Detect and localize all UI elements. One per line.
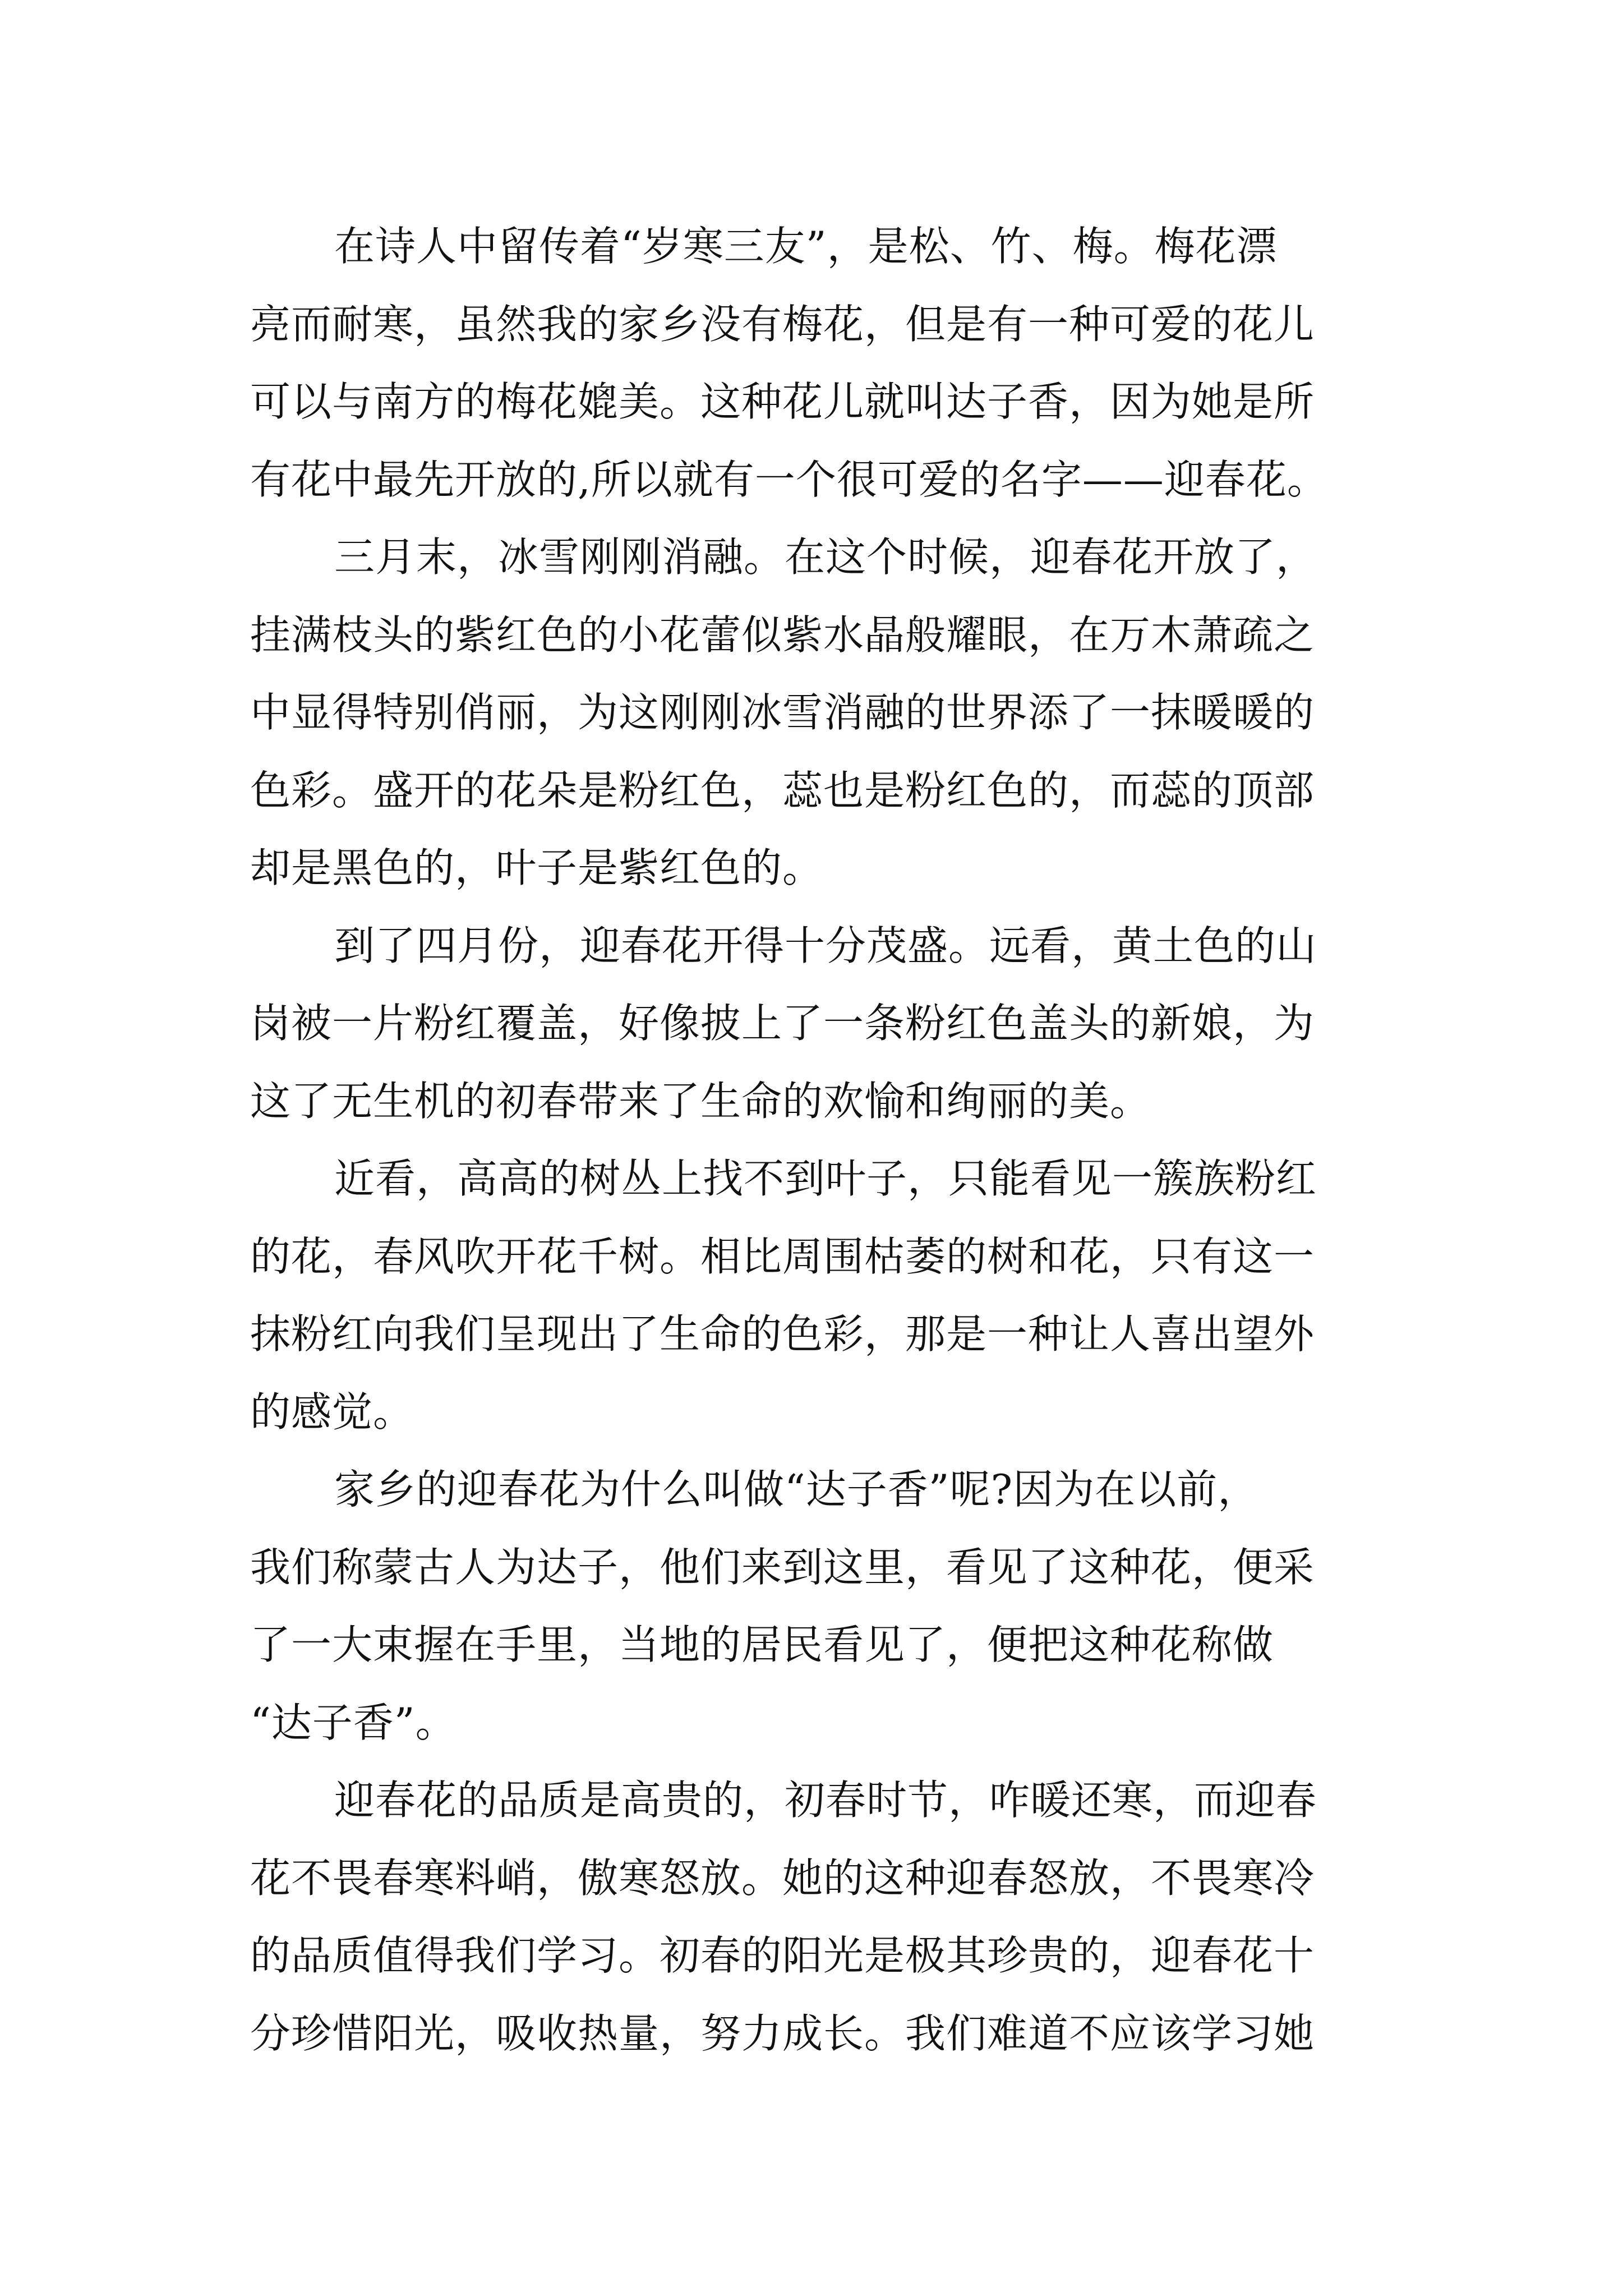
paragraph-5 [250,1451,1377,1761]
text-line: 到了四月份，迎春花开得十分茂盛。远看，黄土色的山 [334,922,1317,969]
text-line: 岗被一片粉红覆盖，好像披上了一条粉红色盖头的新娘，为 [250,1000,1315,1047]
text-line: 抹粉红向我们呈现出了生命的色彩，那是一种让人喜出望外 [250,1310,1315,1358]
text-line: 却是黑色的，叶子是紫红色的。 [250,844,824,891]
text-line: “达子香”。 [250,1699,457,1746]
text-line: 迎春花的品质是高贵的，初春时节，咋暖还寒，而迎春 [334,1777,1317,1824]
document-body [250,208,1377,2072]
text-line: 了一大束握在手里，当地的居民看见了，便把这种花称做 [250,1621,1274,1668]
text-line: 分珍惜阳光，吸收热量，努力成长。我们难道不应该学习她 [250,2009,1315,2057]
text-line: 可以与南方的梅花媲美。这种花儿就叫达子香，因为她是所 [250,378,1315,425]
text-line: 色彩。盛开的花朵是粉红色，蕊也是粉红色的，而蕊的顶部 [250,766,1315,814]
paragraph-1 [250,208,1377,518]
text-line: 近看，高高的树丛上找不到叶子，只能看见一簇族粉红 [334,1155,1317,1202]
paragraph-2 [250,518,1377,907]
text-line: 在诗人中留传着“岁寒三友”，是松、竹、梅。梅花漂 [334,223,1278,270]
text-line: 我们称蒙古人为达子，他们来到这里，看见了这种花，便采 [250,1543,1315,1591]
text-line: 三月末，冰雪刚刚消融。在这个时候，迎春花开放了， [334,533,1317,581]
text-line: 中显得特别俏丽，为这刚刚冰雪消融的世界添了一抹暖暖的 [250,689,1315,736]
paragraph-6 [250,1761,1377,2072]
text-line: 这了无生机的初春带来了生命的欢愉和绚丽的美。 [250,1077,1151,1125]
text-line: 亮而耐寒，虽然我的家乡没有梅花，但是有一种可爱的花儿 [250,300,1315,348]
paragraph-3 [250,907,1377,1140]
text-line: 的感觉。 [250,1388,414,1435]
text-line: 花不畏春寒料峭，傲寒怒放。她的这种迎春怒放，不畏寒冷 [250,1854,1315,1902]
text-line: 的花，春风吹开花千树。相比周围枯萎的树和花，只有这一 [250,1232,1315,1280]
text-line: 挂满枝头的紫红色的小花蕾似紫水晶般耀眼，在万木萧疏之 [250,611,1315,659]
text-line: 家乡的迎春花为什么叫做“达子香”呢?因为在以前， [334,1466,1259,1513]
text-line: 的品质值得我们学习。初春的阳光是极其珍贵的，迎春花十 [250,1932,1315,1979]
text-line: 有花中最先开放的,所以就有一个很可爱的名字——迎春花。 [250,455,1328,503]
paragraph-4 [250,1140,1377,1451]
